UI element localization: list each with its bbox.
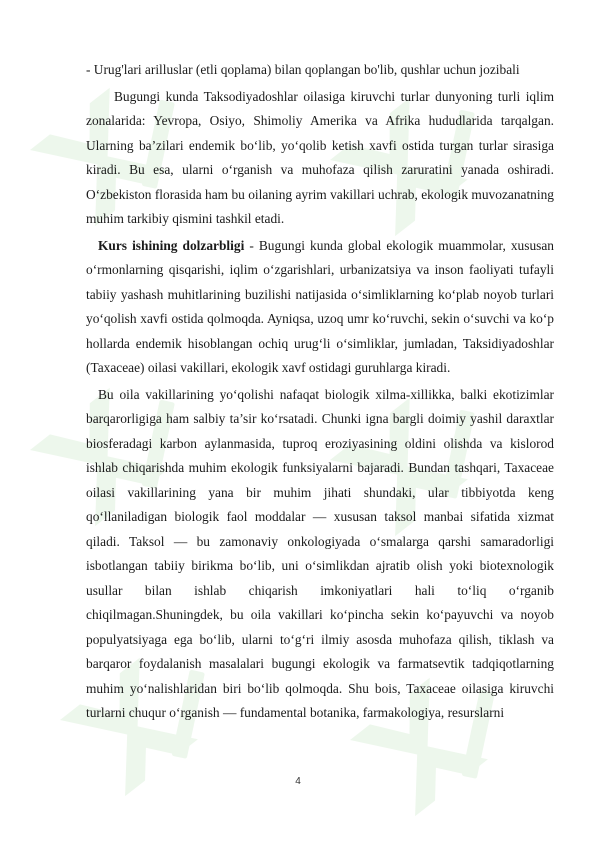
paragraph-2: Bugungi kunda Taksodiyadoshlar oilasiga kiruvchi turlar dunyoning turli iqlim zonalarida: Yevropa, Osiyo, Shimoliy Amerika va Afrika hududlarida tarqalgan. Ularning ba’zilari endemik bo‘lib, yo‘qolib ketish xavfi ostida turgan turlar sirasiga kiradi. Bu esa, ularni o‘rganish va muhofaza qilish zaruratini yanada oshiradi. O‘zbekiston florasida ham bu oilaning ayrim vakillari uchrab, ekologik muvozanatning muhim tarkibiy qismini tashkil etadi. xyxy=(86,88,554,226)
paragraph-1: - Urug'lari arilluslar (etli qoplama) bilan qoplangan bo'lib, qushlar uchun jozibali xyxy=(86,62,520,77)
paragraph-3 xyxy=(86,234,554,381)
paragraph-3-text: - Bugungi kunda global ekologik muammolar, xususan o‘rmonlarning qisqarishi, iqlim o‘zgarishlari, urbanizatsiya va inson faoliyati tufayli tabiiy yashash muhitlarining buzilishi natijasida o‘simliklarning ko‘plab noyob turlari yo‘qolish xavfi ostida qolmoqda. Ayniqsa, uzoq umr ko‘ruvchi, sekin o‘suvchi va ko‘p hollarda endemik hisoblangan ochiq urug‘li o‘simliklar, jumladan, Taksidiyadoshlar (Taxaceae) oilasi vakillari, ekologik xavf ostidagi guruhlarga kiradi. xyxy=(86,237,554,375)
paragraph-4: Bu oila vakillarining yo‘qolishi nafaqat biologik xilma-xillikka, balki ekotizimlar barqarorligiga ham salbiy ta’sir ko‘rsatadi. Chunki igna bargli doimiy yashil daraxtlar biosferadagi karbon aylanmasida, tuproq eroziyasining oldini olishda va kislorod ishlab chiqarishda muhim ekologik funksiyalarni bajaradi. Bundan tashqari, Taxaceae oilasi vakillarining yana bir muhim jihati shundaki, ular tibbiyotda keng qo‘llaniladigan biologik faol moddalar — xususan taksol manbai sifatida xizmat qiladi. Taksol — bu zamonaviy onkologiyada o‘smalarga qarshi samaradorligi isbotlangan tabiiy birikma bo‘lib, uni o‘simlikdan ajratib olish yoki biotexnologik usullar bilan ishlab chiqarish imkoniyatlari hali to‘liq o‘rganib chiqilmagan.Shuningdek, bu oila vakillari ko‘pincha sekin ko‘payuvchi va noyob populyatsiyaga ega bo‘lib, ularni to‘g‘ri ilmiy asosda muhofaza qilish, tiklash va barqaror foydalanish masalalari bugungi ekologik va farmatsevtik tadqiqotlarning muhim yo‘nalishlaridan biri bo‘lib qolmoqda. Shu bois, Taxaceae oilasiga kiruvchi turlarni chuqur o‘rganish — fundamental botanika, farmakologiya, resurslarni xyxy=(86,386,554,720)
document-body xyxy=(86,58,554,726)
paragraph-3-heading: Kurs ishining dolzarbligi xyxy=(98,237,245,253)
page-number: 4 xyxy=(295,776,301,787)
